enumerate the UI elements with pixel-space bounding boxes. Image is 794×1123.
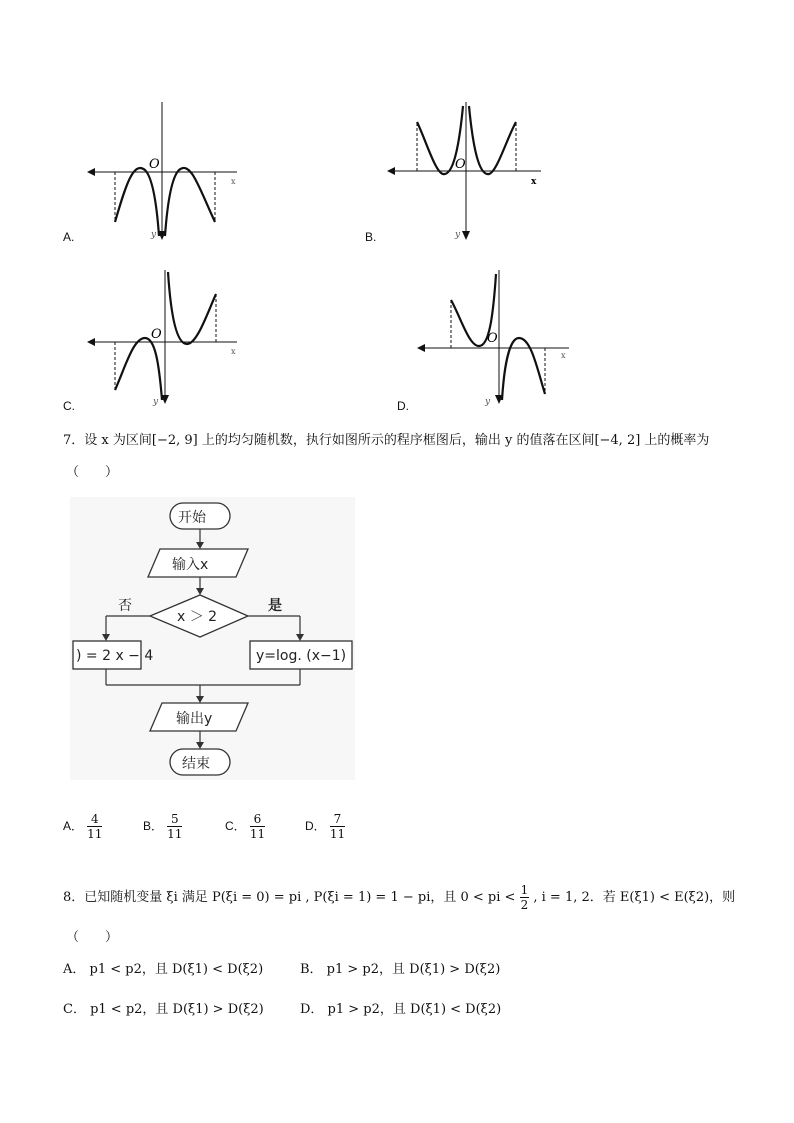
q8-option-a[interactable]: A． p1 < p2，且 D(ξ1) < D(ξ2) — [63, 962, 264, 977]
flowchart — [70, 497, 355, 780]
graph-d — [415, 268, 575, 408]
q8-option-b[interactable]: B． p1 > p2，且 D(ξ1) > D(ξ2) — [300, 962, 501, 977]
end-label: 结束 — [182, 756, 210, 772]
q8-stem-start: 8．已知随机变量 ξi 满足 P(ξi = 0) = pi , P(ξi = 1) = 1 − pi，且 0 < pi < — [63, 890, 516, 905]
graph-c — [85, 268, 245, 408]
option-letter: A． — [63, 819, 84, 833]
graph-d-label: D. — [397, 399, 409, 413]
x-axis-label: x — [231, 177, 236, 186]
q7-stem: 7．设 x 为区间[−2, 9] 上的均匀随机数，执行如图所示的程序框图后，输出 y 的值落在区间[−4, 2] 上的概率为 — [63, 433, 710, 448]
origin-label: O — [487, 331, 498, 346]
graph-a-label: A. — [63, 230, 75, 244]
input-label: 输入x — [172, 557, 209, 573]
option-letter: B． — [143, 819, 164, 833]
graph-c-label: C. — [63, 399, 75, 413]
q8-option-d[interactable]: D． p1 > p2，且 D(ξ1) < D(ξ2) — [300, 1002, 502, 1017]
q8-stem — [63, 883, 735, 912]
y-axis-label: y — [455, 230, 461, 240]
yes-branch-formula: y=log. (x−1) — [256, 648, 347, 664]
y-axis-label: y — [153, 397, 159, 407]
x-axis-arrow-left — [87, 338, 95, 346]
origin-label: O — [151, 327, 162, 342]
q7-option-a[interactable] — [63, 812, 102, 841]
yes-label: 是 — [268, 598, 282, 614]
x-axis-arrow-left — [417, 344, 425, 352]
q7-answer-blank: （ ） — [66, 465, 119, 480]
flowchart-background — [70, 497, 355, 780]
decision-label: x ＞ 2 — [177, 609, 218, 625]
origin-label: O — [149, 157, 160, 172]
y-axis-label: y — [151, 230, 157, 240]
x-axis-label: x — [561, 351, 566, 360]
x-axis-arrow-left — [87, 168, 95, 176]
fraction: $\frac{4}{11}$ — [87, 812, 103, 841]
option-letter: C． — [225, 819, 246, 833]
x-axis-label: x — [231, 347, 236, 356]
q7-option-d[interactable] — [305, 812, 345, 841]
start-label: 开始 — [178, 510, 206, 526]
y-axis-label: y — [485, 397, 491, 407]
x-axis-label: x — [531, 177, 537, 187]
graph-b — [385, 98, 545, 243]
y-axis-arrow-down — [462, 231, 470, 240]
q7-option-b[interactable] — [143, 812, 182, 841]
origin-label: O — [455, 157, 466, 172]
q8-option-c[interactable]: C． p1 < p2，且 D(ξ1) > D(ξ2) — [63, 1002, 264, 1017]
no-branch-formula: ) = 2 x − 4 — [76, 648, 154, 664]
option-letter: D． — [305, 819, 326, 833]
one-half-fraction: $\frac{1}{2}$ — [520, 883, 529, 912]
graph-b-label: B. — [365, 230, 377, 244]
fraction: $\frac{5}{11}$ — [167, 812, 183, 841]
q8-answer-blank: （ ） — [66, 930, 119, 945]
fraction: $\frac{6}{11}$ — [249, 812, 266, 841]
function-curve — [451, 274, 545, 400]
output-label: 输出y — [176, 711, 213, 727]
no-label: 否 — [118, 598, 132, 614]
function-curve — [115, 168, 215, 236]
graph-a — [85, 98, 245, 243]
fraction: $\frac{7}{11}$ — [329, 812, 346, 841]
q7-option-c[interactable] — [225, 812, 265, 841]
x-axis-arrow-left — [387, 167, 395, 175]
q8-stem-end: , i = 1, 2．若 E(ξ1) < E(ξ2)，则 — [533, 890, 736, 905]
